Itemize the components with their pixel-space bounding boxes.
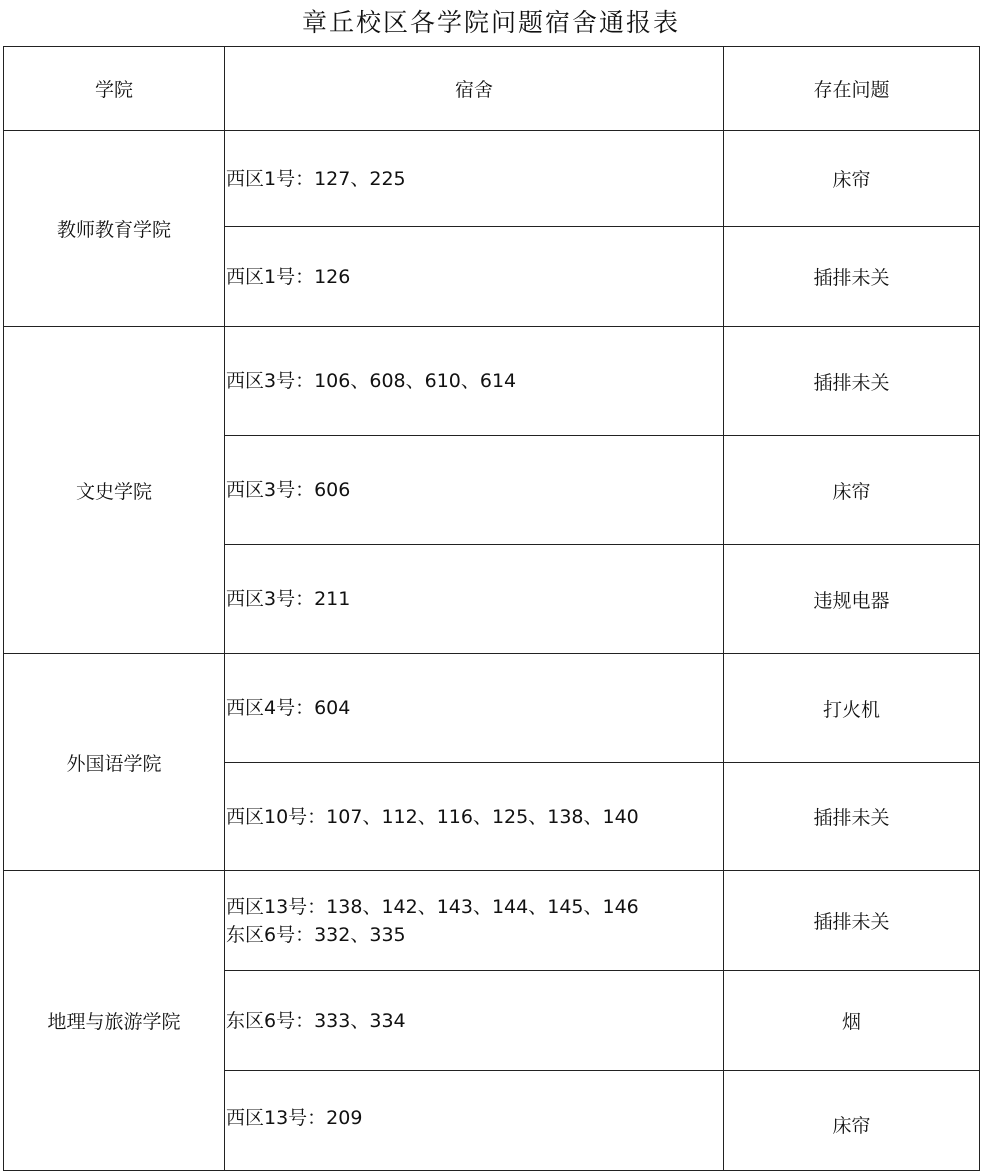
table-row (4, 871, 980, 971)
issue-cell: 插排未关 (724, 871, 980, 971)
college-cell: 教师教育学院 (4, 131, 225, 327)
dorm-cell (225, 763, 724, 871)
dorm-cell (225, 871, 724, 971)
dorm-text: 西区3号：106、608、610、614 (226, 370, 517, 392)
dorm-text: 西区3号：211 (226, 588, 351, 610)
issue-cell: 床帘 (724, 1071, 980, 1171)
dorm-text: 西区3号：606 (226, 479, 351, 501)
table-row (4, 654, 980, 763)
dorm-cell (225, 131, 724, 227)
dorm-cell (225, 436, 724, 545)
dorm-text: 东区6号：332、335 (226, 923, 406, 946)
header-row (4, 47, 980, 131)
page-title: 章丘校区各学院问题宿舍通报表 (301, 8, 680, 37)
dorm-cell (225, 654, 724, 763)
college-cell: 外国语学院 (4, 654, 225, 871)
issue-cell: 插排未关 (724, 327, 980, 436)
issue-cell: 插排未关 (724, 763, 980, 871)
dorm-text: 西区13号：138、142、143、144、145、146 (226, 895, 639, 918)
dorm-report-table (3, 46, 980, 1171)
header-college: 学院 (4, 47, 225, 131)
dorm-text: 西区10号：107、112、116、125、138、140 (226, 805, 639, 828)
college-cell: 地理与旅游学院 (4, 871, 225, 1171)
dorm-text: 西区1号：127、225 (226, 167, 406, 190)
issue-cell: 打火机 (724, 654, 980, 763)
college-cell: 文史学院 (4, 327, 225, 654)
dorm-text: 西区1号：126 (226, 265, 351, 288)
header-issue: 存在问题 (724, 47, 980, 131)
dorm-cell (225, 1071, 724, 1171)
dorm-cell (225, 971, 724, 1071)
issue-cell: 床帘 (724, 131, 980, 227)
issue-cell: 插排未关 (724, 227, 980, 327)
dorm-cell (225, 227, 724, 327)
dorm-text: 西区4号：604 (226, 697, 351, 719)
dorm-cell (225, 545, 724, 654)
header-dorm: 宿舍 (225, 47, 724, 131)
issue-cell: 违规电器 (724, 545, 980, 654)
table-row (4, 131, 980, 227)
table-row (4, 327, 980, 436)
dorm-text: 西区13号：209 (226, 1106, 363, 1129)
issue-cell: 烟 (724, 971, 980, 1071)
dorm-text: 东区6号：333、334 (226, 1009, 406, 1032)
dorm-cell (225, 327, 724, 436)
issue-cell: 床帘 (724, 436, 980, 545)
